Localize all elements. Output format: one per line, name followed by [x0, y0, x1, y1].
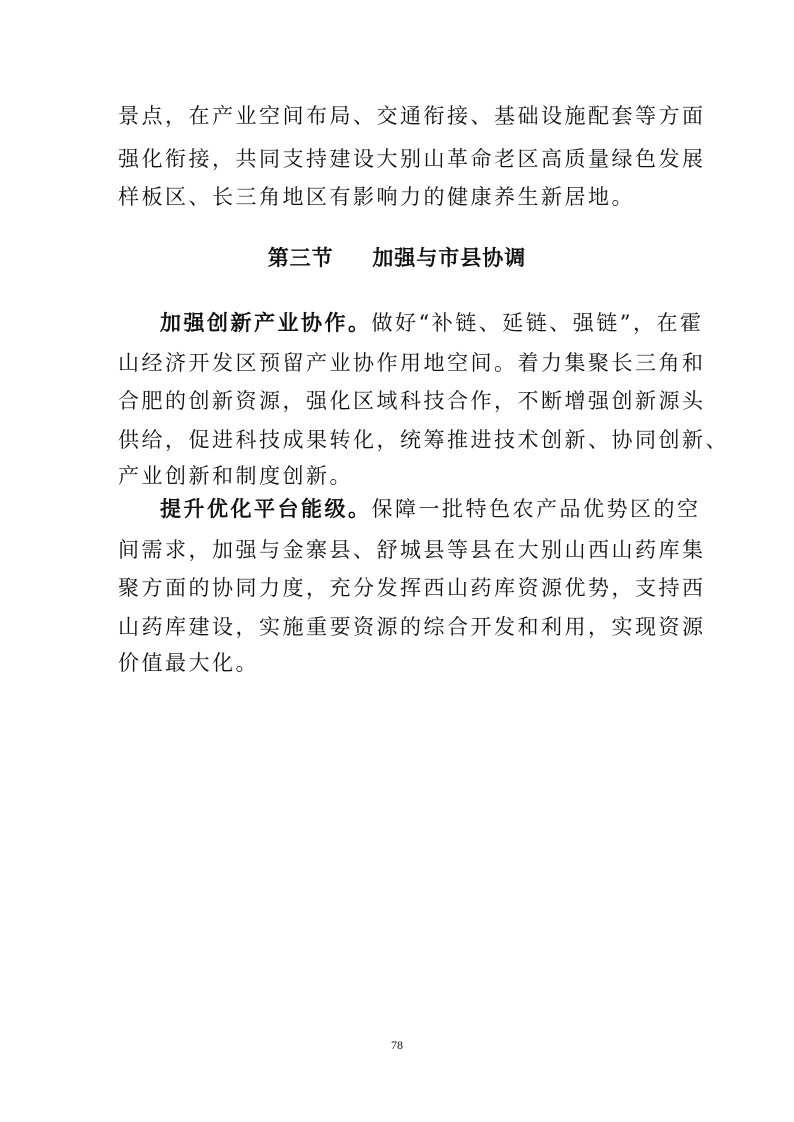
- paragraph-first-line: [160, 311, 720, 335]
- section-number: 第三节: [267, 246, 334, 270]
- body-text-line: 价值最大化。: [118, 651, 259, 675]
- body-text-line: 合肥的创新资源，强化区域科技合作，不断增强创新源头: [118, 389, 706, 413]
- page-number: 78: [391, 1038, 403, 1052]
- body-text-line: 聚方面的协同力度，充分发挥西山药库资源优势，支持西: [118, 576, 706, 600]
- body-text-line: 间需求，加强与金寨县、舒城县等县在大别山西山药库集: [118, 538, 706, 562]
- paragraph-text: 做好“补链、延链、强链”，在霍: [371, 311, 704, 335]
- body-text-line: 山经济开发区预留产业协作用地空间。着力集聚长三角和: [118, 351, 706, 375]
- body-text-line: 产业创新和制度创新。: [118, 464, 353, 488]
- body-text-line: 景点，在产业空间布局、交通衔接、基础设施配套等方面: [118, 104, 706, 128]
- body-text-line: 供给，促进科技成果转化，统筹推进技术创新、协同创新、: [118, 428, 729, 452]
- section-title: 加强与市县协调: [372, 246, 527, 270]
- paragraph-lead: 加强创新产业协作。: [160, 310, 372, 335]
- paragraph-first-line: [160, 497, 720, 521]
- body-text-line: 样板区、长三角地区有影响力的健康养生新居地。: [118, 185, 635, 209]
- section-heading: [0, 246, 794, 270]
- paragraph-text: 保障一批特色农产品优势区的空: [371, 497, 701, 521]
- body-text-line: 强化衔接，共同支持建设大别山革命老区高质量绿色发展: [118, 147, 706, 171]
- paragraph-lead: 提升优化平台能级。: [160, 496, 372, 521]
- body-text-line: 山药库建设，实施重要资源的综合开发和利用，实现资源: [118, 615, 706, 639]
